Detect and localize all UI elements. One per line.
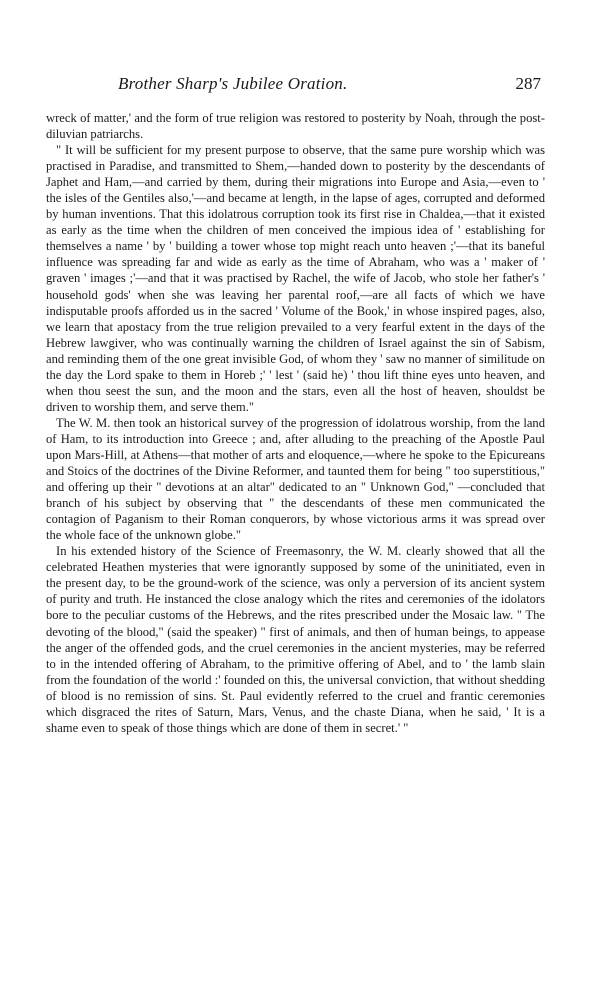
running-title: Brother Sharp's Jubilee Oration. xyxy=(118,74,348,93)
page-number: 287 xyxy=(515,74,541,93)
paragraph-3: The W. M. then took an historical survey of the progression of idolatrous worship, from the land of Ham, to its introduction into Greece ; and, after alluding to the preaching of the Apostle Paul upon Mars-Hill, at Athens—that mother of arts and eloquence,—where he spoke to the Epicureans and Stoics of the doctrines of the Divine Reformer, and taunted them for being " too superstitious," and offering up their " devotions at an altar" dedicated to an " Unknown God," —concluded that branch of his subject by observing that " the descendants of these men communicated the contagion of Paganism to their Roman conquerors, by whose victorious arms it was spread over the whole face of the unknown globe." xyxy=(46,415,545,543)
paragraph-1: wreck of matter,' and the form of true religion was restored to posterity by Noah, through the post-diluvian patriarchs. xyxy=(46,111,545,142)
paragraph-2: " It will be sufficient for my present purpose to observe, that the same pure worship which was practised in Paradise, and transmitted to Shem,—handed down to posterity by the descendants of Japhet and Ham,—and carried by them, during their migrations into Europe and Asia,—even to ' the isles of the Gentiles also,'—and became at length, in the lapse of ages, corrupted and deformed by human inventions. That this idolatrous corruption took its first rise in Chaldea,—that it existed as early as the time when the children of men conceived the impious idea of ' establishing for themselves a name ' by ' building a tower whose top might reach unto heaven ;'—that its baneful influence was spreading far and wide as early as the time of Abraham, who was a ' maker of ' graven ' images ;'—and that it was practised by Rachel, the wife of Jacob, who stole her father's ' household gods' when she was leaving her parental roof,—are all facts of which we have indisputable proofs afforded us in the sacred ' Volume of the Book,' in whose inspired pages, also, we learn that apostacy from the true religion prevailed to a very fearful extent in the days of the Hebrew lawgiver, who was continually warning the children of Israel against the sin of Sabism, and reminding them of the one great invisible God, of whom they ' saw no manner of similitude on the day the Lord spake to them in Horeb ;' ' lest ' (said he) ' thou lift thine eyes unto heaven, and when thou seest the sun, and the moon and the stars, even all the host of heaven, shouldst be driven to worship them, and serve them." xyxy=(46,143,545,414)
paragraph-4: In his extended history of the Science of Freemasonry, the W. M. clearly showed that all the celebrated Heathen mysteries that were ignorantly supposed by some of the uninitiated, even in the present day, to be the ground-work of the science, was only a perversion of its ancient system of purity and truth. He instanced the close analogy which the rites and ceremonies of the idolators bore to the peculiar customs of the Hebrews, and the rites prescribed under the Mosaic law. " The devoting of the blood," (said the speaker) " first of animals, and then of human beings, to appease the anger of the offended gods, and the cruel ceremonies in the ancient mysteries, may be referred to in the intended offering of Abraham, to the primitive offering of Abel, and to ' the lamb slain from the foundation of the world :' founded on this, the universal conviction, that without shedding of blood is no remission of sins. St. Paul evidently referred to the cruel and frantic ceremonies which disgraced the rites of Saturn, Mars, Venus, and the chaste Diana, when he said, ' It is a shame even to speak of those things which are done of them in secret.' " xyxy=(46,544,545,735)
page-header xyxy=(46,74,545,100)
body-text xyxy=(46,110,545,736)
